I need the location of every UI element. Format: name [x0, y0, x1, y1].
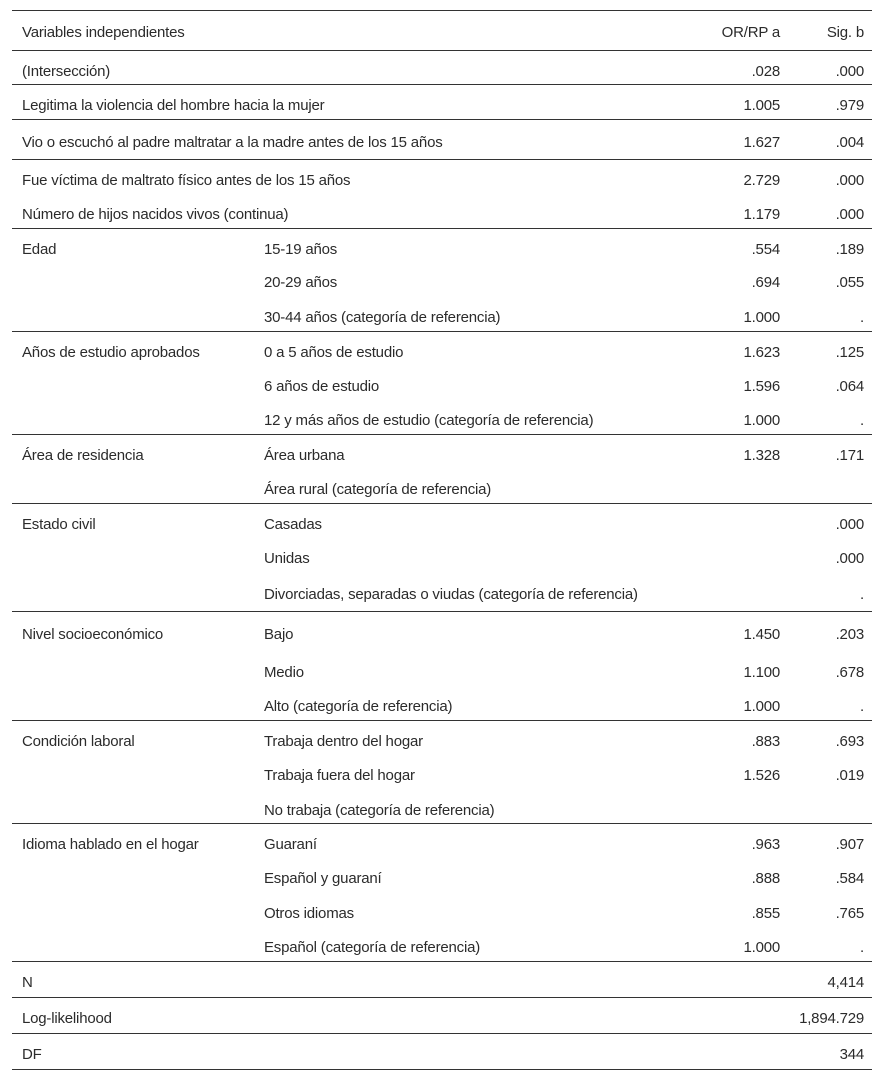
table-row: Condición laboral Trabaja dentro del hogar .883 .693	[12, 721, 872, 755]
group-label-idioma: Idioma hablado en el hogar	[12, 824, 256, 858]
table-row: Otros idiomas .855 .765	[264, 904, 864, 922]
table-row: Medio 1.100 .678	[264, 663, 864, 681]
table-row: 6 años de estudio 1.596 .064	[264, 377, 864, 395]
header-or-rp: OR/RP a	[644, 11, 780, 51]
table-row: Vio o escuchó al padre maltratar a la madre antes de los 15 años 1.627 .004	[12, 119, 872, 159]
table-row: Español (categoría de referencia) 1.000 .	[264, 939, 864, 957]
table-row: (Intersección) .028 .000	[22, 63, 864, 80]
regression-table	[12, 10, 872, 1070]
group-label-residencia: Área de residencia	[12, 434, 256, 468]
table-row: Nivel socioeconómico Bajo 1.450 .203	[12, 612, 872, 652]
table-row: Área de residencia Área urbana 1.328 .171	[12, 434, 872, 468]
table-row: Idioma hablado en el hogar Guaraní .963 .907	[12, 824, 872, 858]
table-row: Área rural (categoría de referencia)	[264, 480, 492, 498]
table-row: Fue víctima de maltrato físico antes de los 15 años 2.729 .000	[12, 159, 872, 193]
table-row-log-likelihood: Log-likelihood 1,894.729	[12, 997, 872, 1033]
table-row: Alto (categoría de referencia) 1.000 .	[264, 698, 864, 716]
header-variables: Variables independientes	[12, 11, 256, 51]
table-row: Años de estudio aprobados 0 a 5 años de estudio 1.623 .125	[12, 331, 872, 365]
table-row: Divorciadas, separadas o viudas (categoría de referencia) .	[264, 585, 864, 603]
group-label-estudio: Años de estudio aprobados	[12, 331, 256, 365]
table-row: 30-44 años (categoría de referencia) 1.000 .	[264, 308, 864, 326]
table-header	[12, 11, 872, 51]
header-sig: Sig. b	[780, 11, 872, 51]
table-row: Trabaja fuera del hogar 1.526 .019	[264, 767, 864, 785]
table-row: Estado civil Casadas .000	[12, 503, 872, 537]
table-row-df: DF 344	[12, 1033, 872, 1069]
group-label-nivel: Nivel socioeconómico	[12, 612, 256, 652]
group-label-edad: Edad	[12, 228, 256, 262]
table-row: 20-29 años .694 .055	[264, 274, 864, 292]
table-row: Español y guaraní .888 .584	[264, 870, 864, 888]
group-label-laboral: Condición laboral	[12, 721, 256, 755]
table-row: Número de hijos nacidos vivos (continua) 1.179 .000	[22, 205, 864, 223]
table-row: Unidas .000	[264, 549, 864, 567]
group-label-estado-civil: Estado civil	[12, 503, 256, 537]
table-row: 12 y más años de estudio (categoría de referencia) 1.000 .	[264, 412, 864, 430]
table-row: Legitima la violencia del hombre hacia la mujer 1.005 .979	[12, 85, 872, 119]
table-row-n: N 4,414	[12, 961, 872, 997]
table-row: Edad 15-19 años .554 .189	[12, 228, 872, 262]
table-row: No trabaja (categoría de referencia)	[264, 801, 495, 819]
